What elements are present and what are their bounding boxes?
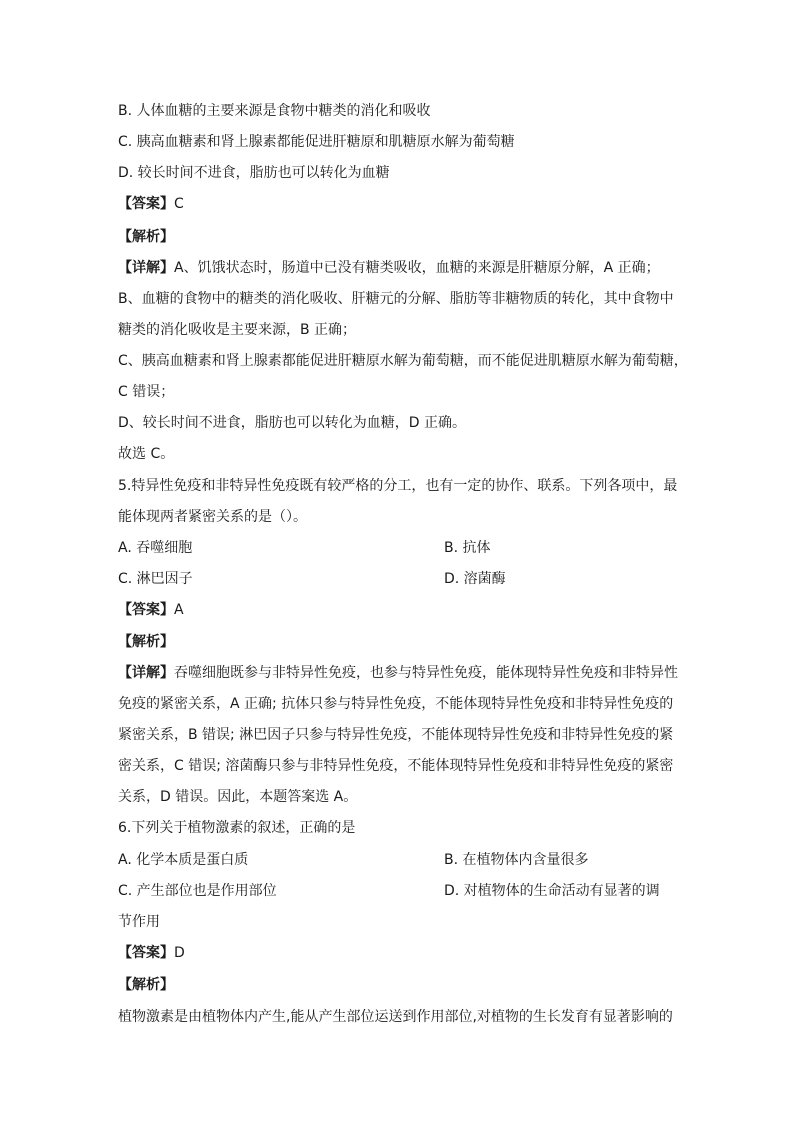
q5-stem-line-2: 能体现两者紧密关系的是（）。: [118, 509, 307, 525]
q6-option-d: D. 对植物体的生命活动有显著的调: [444, 883, 660, 899]
q5-detail-line-5: 关系，D 错误。因此，本题答案选 A。: [118, 789, 358, 805]
q5-option-b: B. 抗体: [444, 540, 491, 556]
detail-label: 【详解】: [118, 665, 174, 681]
detail-text: A、饥饿状态时，肠道中已没有糖类吸收，血糖的来源是肝糖原分解，A 正确；: [174, 260, 660, 276]
q4-detail-line-2: B、血糖的食物中的糖类的消化吸收、肝糖元的分解、脂肪等非糖物质的转化，其中食物中: [118, 291, 674, 307]
q5-detail-line-2: 免疫的紧密关系，A 正确; 抗体只参与特异性免疫，不能体现特异性免疫和非特异性免疫的: [118, 696, 674, 712]
q4-detail-line-4: C、胰高血糖素和肾上腺素都能促进肝糖原水解为葡萄糖，而不能促进肌糖原水解为葡萄糖，: [118, 353, 688, 369]
answer-value: C: [174, 196, 184, 212]
q6-analysis-label: 【解析】: [118, 977, 174, 993]
q6-option-a: A. 化学本质是蛋白质: [118, 852, 249, 868]
q6-analysis-line-1: 植物激素是由植物体内产生,能从产生部位运送到作用部位,对植物的生长发育有显著影响的: [118, 1009, 673, 1025]
q4-conclusion: 故选 C。: [118, 446, 175, 462]
answer-value: D: [174, 945, 185, 961]
q5-answer: [118, 600, 678, 620]
q6-option-d-wrap: 节作用: [118, 914, 160, 930]
q4-detail-line-6: D、较长时间不进食，脂肪也可以转化为血糖，D 正确。: [118, 415, 467, 431]
q5-analysis-label: 【解析】: [118, 634, 174, 650]
q6-stem: 6.下列关于植物激素的叙述，正确的是: [118, 820, 356, 836]
q4-detail-line-3: 糖类的消化吸收是主要来源，B 正确；: [118, 322, 357, 338]
q6-option-b: B. 在植物体内含量很多: [444, 852, 589, 868]
detail-text: 吞噬细胞既参与非特异性免疫，也参与特异性免疫，能体现特异性免疫和非特异性: [174, 665, 678, 681]
answer-label: 【答案】: [118, 945, 174, 961]
q6-answer: [118, 943, 678, 963]
q5-option-d: D. 溶菌酶: [444, 571, 506, 587]
q5-detail-line-3: 紧密关系，B 错误; 淋巴因子只参与特异性免疫，不能体现特异性免疫和非特异性免疫的紧: [118, 727, 674, 743]
q5-option-a: A. 吞噬细胞: [118, 540, 193, 556]
q4-analysis-label: 【解析】: [118, 229, 174, 245]
q4-option-c: C. 胰高血糖素和肾上腺素都能促进肝糖原和肌糖原水解为葡萄糖: [118, 134, 515, 150]
q5-option-c: C. 淋巴因子: [118, 571, 193, 587]
q4-option-d: D. 较长时间不进食，脂肪也可以转化为血糖: [118, 165, 390, 181]
answer-label: 【答案】: [118, 602, 174, 618]
q4-detail-line-5: C 错误；: [118, 384, 175, 400]
q5-stem-line-1: 5.特异性免疫和非特异性免疫既有较严格的分工，也有一定的协作、联系。下列各项中，最: [118, 478, 678, 494]
q6-option-c: C. 产生部位也是作用部位: [118, 883, 277, 899]
q4-answer: [118, 194, 678, 214]
q4-detail-line-1: [118, 258, 678, 278]
answer-label: 【答案】: [118, 196, 174, 212]
q5-detail-line-1: [118, 663, 678, 683]
q4-option-b: B. 人体血糖的主要来源是食物中糖类的消化和吸收: [118, 103, 431, 119]
detail-label: 【详解】: [118, 260, 174, 276]
answer-value: A: [174, 602, 184, 618]
q5-detail-line-4: 密关系，C 错误; 溶菌酶只参与非特异性免疫，不能体现特异性免疫和非特异性免疫的紧密: [118, 758, 674, 774]
